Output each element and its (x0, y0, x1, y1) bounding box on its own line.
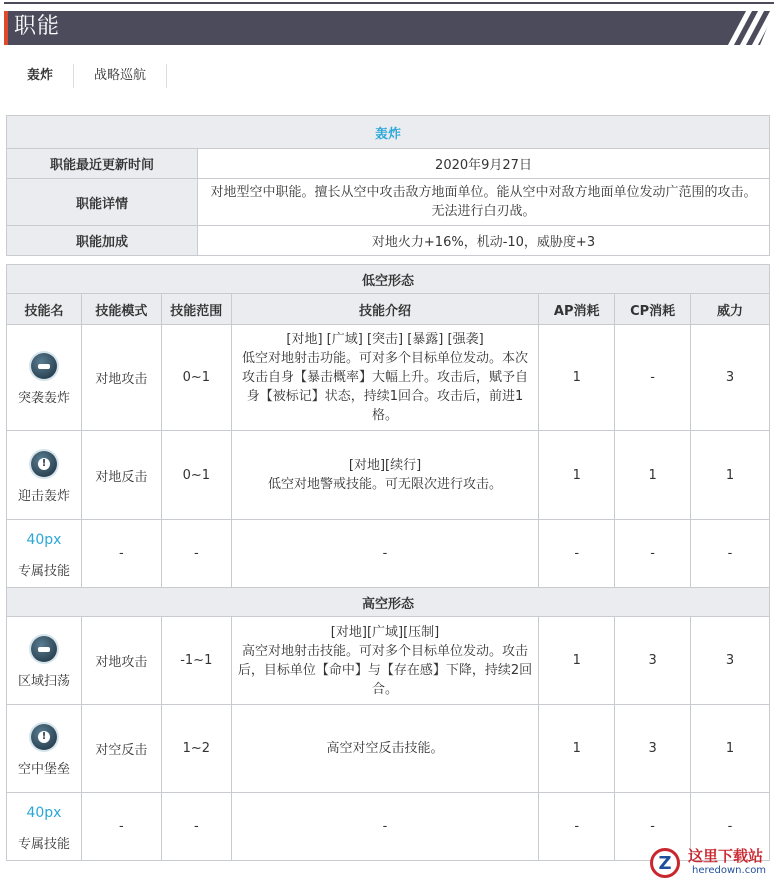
column-header: 技能模式 (81, 294, 161, 325)
site-watermark (646, 846, 776, 880)
skill-cp-cost: - (615, 793, 691, 861)
header-stripes (727, 11, 771, 45)
alert-skill-icon: ! (31, 724, 57, 750)
skill-description: 高空对空反击技能。 (231, 705, 539, 793)
watermark-logo: Z (650, 848, 680, 878)
skill-mode: - (81, 793, 161, 861)
skill-power: 1 (691, 705, 770, 793)
skill-range: 0~1 (161, 325, 231, 431)
skill-image-link[interactable]: 40px (26, 805, 62, 821)
skill-name-cell (7, 431, 82, 520)
skill-name: 专属技能 (17, 837, 70, 852)
skill-range: -1~1 (161, 617, 231, 705)
column-header: 威力 (691, 294, 770, 325)
skill-ap-cost: 1 (539, 617, 615, 705)
info-label-details: 职能详情 (7, 179, 198, 226)
column-header: CP消耗 (615, 294, 691, 325)
skill-mode: - (81, 520, 161, 588)
section-title: 低空形态 (7, 265, 770, 294)
skill-ap-cost: 1 (539, 431, 615, 520)
bomb-skill-icon (31, 636, 57, 662)
role-info-table (6, 115, 770, 256)
skill-name-cell (7, 617, 82, 705)
skill-description: - (231, 793, 539, 861)
role-info-head: 轰炸 (7, 116, 770, 149)
column-header: 技能介绍 (231, 294, 539, 325)
skill-power: 3 (691, 617, 770, 705)
skill-name: 专属技能 (17, 564, 70, 579)
section-title: 高空形态 (7, 588, 770, 617)
alert-skill-icon: ! (31, 451, 57, 477)
page-title: 职能 (14, 14, 61, 39)
tab-bombing[interactable]: 轰炸 (7, 64, 74, 88)
header-top-line (4, 2, 774, 4)
skill-row (7, 431, 770, 520)
skill-cp-cost: 3 (615, 705, 691, 793)
column-header: 技能范围 (161, 294, 231, 325)
skill-row (7, 617, 770, 705)
skills-table (6, 264, 770, 861)
skill-range: 0~1 (161, 431, 231, 520)
skill-name-cell (7, 325, 82, 431)
column-header: AP消耗 (539, 294, 615, 325)
skill-mode: 对地攻击 (81, 325, 161, 431)
watermark-url: heredown.com (692, 865, 767, 876)
skill-ap-cost: - (539, 793, 615, 861)
skill-image-link[interactable]: 40px (26, 532, 62, 548)
skill-name: 区域扫荡 (17, 674, 70, 689)
skill-row (7, 325, 770, 431)
skill-row (7, 520, 770, 588)
skill-description: [对地][广域][压制] 高空对地射击技能。可对多个目标单位发动。攻击后，目标单位【命中】与【存在感】下降，持续2回合。 (231, 617, 539, 705)
skill-ap-cost: 1 (539, 705, 615, 793)
skill-cp-cost: 3 (615, 617, 691, 705)
skill-ap-cost: 1 (539, 325, 615, 431)
role-tabs (7, 64, 167, 90)
skill-row (7, 705, 770, 793)
skill-name-cell (7, 520, 82, 588)
skill-mode: 对空反击 (81, 705, 161, 793)
skill-mode: 对地反击 (81, 431, 161, 520)
skill-name: 迎击轰炸 (17, 488, 70, 504)
bomb-skill-icon (31, 353, 57, 379)
skill-power: - (691, 793, 770, 861)
info-label-bonus: 职能加成 (7, 226, 198, 256)
skill-name: 空中堡垒 (17, 762, 70, 777)
info-value-bonus: 对地火力+16%，机动-10，威胁度+3 (198, 226, 770, 256)
header-accent (4, 11, 8, 45)
skill-power: 1 (691, 431, 770, 520)
skill-ap-cost: - (539, 520, 615, 588)
skill-cp-cost: - (615, 325, 691, 431)
skill-range: - (161, 793, 231, 861)
skill-range: 1~2 (161, 705, 231, 793)
skill-power: - (691, 520, 770, 588)
skill-range: - (161, 520, 231, 588)
info-value-updated: 2020年9月27日 (198, 149, 770, 179)
skill-description: - (231, 520, 539, 588)
skill-description: [对地][续行] 低空对地警戒技能。可无限次进行攻击。 (231, 431, 539, 520)
column-header: 技能名 (7, 294, 82, 325)
skill-cp-cost: 1 (615, 431, 691, 520)
skill-name: 突袭轰炸 (17, 391, 70, 406)
skill-name-cell (7, 705, 82, 793)
info-label-updated: 职能最近更新时间 (7, 149, 198, 179)
skill-mode: 对地攻击 (81, 617, 161, 705)
tab-strategic-cruise[interactable]: 战略巡航 (74, 64, 167, 88)
header-banner (4, 11, 774, 45)
skill-description: [对地] [广域] [突击] [暴露] [强袭] 低空对地射击功能。可对多个目标单位发动。本次攻击自身【暴击概率】大幅上升。攻击后，赋予自身【被标记】状态，持续1回合。攻击后，前进1格。 (231, 325, 539, 431)
skill-power: 3 (691, 325, 770, 431)
skill-name-cell (7, 793, 82, 861)
info-value-details: 对地型空中职能。擅长从空中攻击敌方地面单位。能从空中对敌方地面单位发动广范围的攻击。无法进行白刃战。 (198, 179, 770, 226)
watermark-text: 这里下载站 (688, 847, 764, 865)
skill-cp-cost: - (615, 520, 691, 588)
